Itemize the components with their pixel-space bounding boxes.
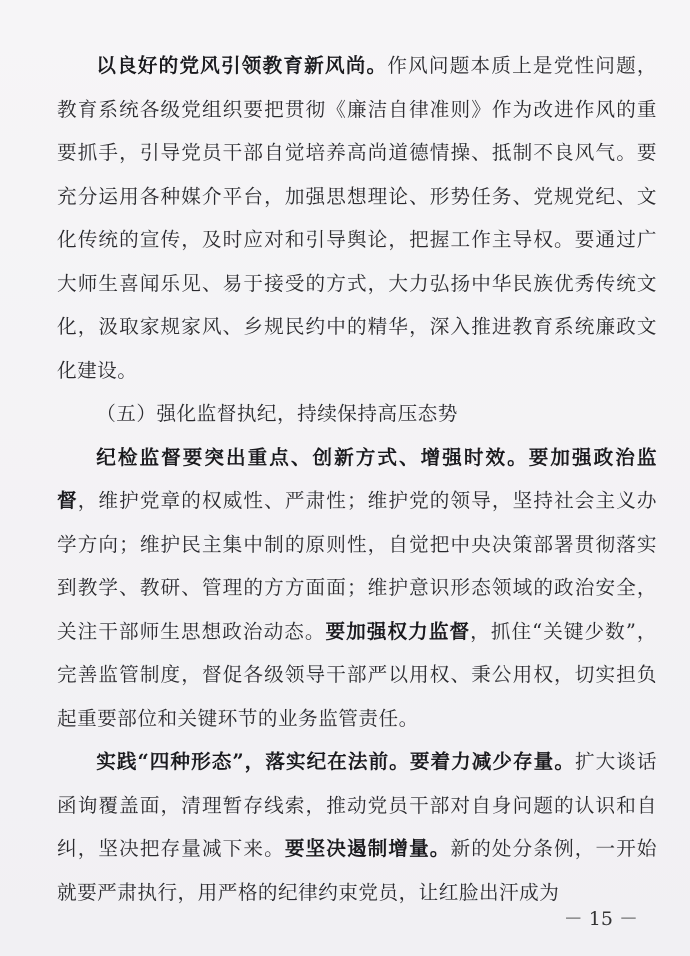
section-heading: （五）强化监督执纪，持续保持高压态势	[96, 402, 458, 425]
bold-lead: 要加强权力监督	[325, 619, 471, 643]
paragraph-party-style	[57, 44, 657, 392]
bold-lead: 纪检监督要突出重点、创新方式、增强时效。要加强政治监督	[57, 445, 657, 512]
bold-lead: 以良好的党风引领教育新风尚。	[96, 54, 388, 77]
paragraph-supervision	[57, 436, 657, 741]
bold-lead: 要坚决遏制增量。	[284, 837, 451, 860]
bold-lead: 实践“四种形态”，落实纪在法前。要着力减少存量。	[96, 750, 575, 773]
paragraph-four-forms	[57, 740, 657, 914]
body-segment: 扩大谈话函询覆盖面，清理暂存线索，推动党员干部对自身问题的认识和自纠，坚决把存量减下来。	[57, 750, 658, 860]
page-number: － 15 －	[563, 908, 638, 930]
body-segment: ，维护党章的权威性、严肃性；维护党的领导，坚持社会主义办学方向；维护民主集中制的原则性，自觉把中央决策部署贯彻落实到教学、教研、管理的方方面面；维护意识形态领域的政治安全，关注干部师生思想政治动态。	[57, 489, 658, 643]
body-segment: 新的处分条例，一开始就要严肃执行，用严格的纪律约束党员，让红脸出汗成为	[57, 837, 658, 904]
body-text	[57, 44, 657, 914]
body-segment: 作风问题本质上是党性问题，教育系统各级党组织要把贯彻《廉洁自律准则》作为改进作风的重要抓手，引导党员干部自觉培养高尚道德情操、抵制不良风气。要充分运用各种媒介平台，加强思想理论、形势任务、党规党纪、文化传统的宣传，及时应对和引导舆论，把握工作主导权。要通过广大师生喜闻乐见、易于接受的方式，大力弘扬中华民族优秀传统文化，汲取家规家风、乡规民约中的精华，深入推进教育系统廉政文化建设。	[57, 54, 657, 382]
body-segment: ，抓住“关键少数”，完善监管制度，督促各级领导干部严以用权、秉公用权，切实担负起重要部位和关键环节的业务监管责任。	[57, 619, 658, 730]
